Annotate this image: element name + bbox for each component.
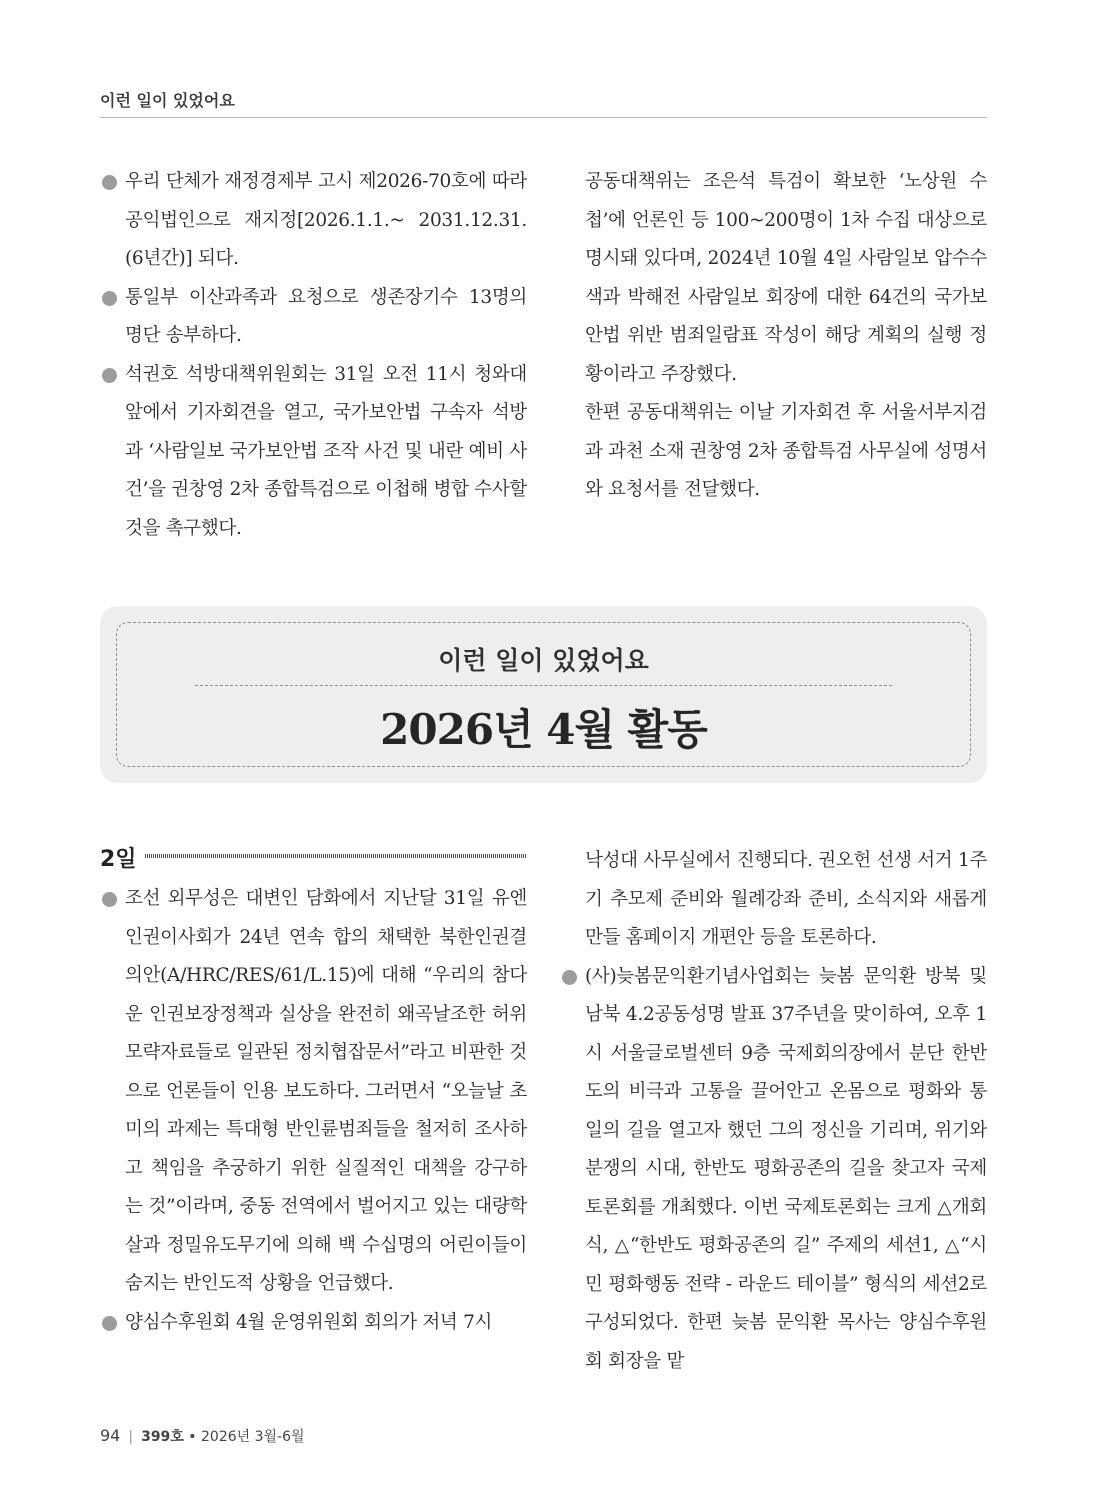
page-number: 94 xyxy=(100,1426,121,1445)
list-item: (사)늦봄문익환기념사업회는 늦봄 문익환 방북 및 남북 4.2공동성명 발표 37주년을 맞이하여, 오후 1시 서울글로벌센터 9층 국제회의장에서 분단 한반도의 비극과 고통을 끌어안고 온몸으로 평화와 통일의 길을 열고자 했던 그의 정신을 기리며, 위기와 분쟁의 시대, 한반도 평화공존의 길을 찾고자 국제토론회를 개최했다. 이번 국제토론회는 크게 △개회식, △“한반도 평화공존의 길” 주제의 세션1, △“시민 평화행동 전략 - 라운드 테이블” 형식의 세션2로 구성되었다. 한편 늦봄 문익환 목사는 양심수후원회 회장을 맡 xyxy=(560,958,987,1382)
banner-dashed-frame xyxy=(116,622,971,767)
top-left-column xyxy=(100,163,527,548)
issue-date-range: 2026년 3월-6월 xyxy=(201,1429,305,1445)
paragraph: 한편 공동대책위는 이날 기자회견 후 서울서부지검과 과천 소재 권창영 2차 종합특검 사무실에 성명서와 요청서를 전달했다. xyxy=(585,402,987,500)
header-divider xyxy=(100,117,987,118)
section-header-label: 이런 일이 있었어요 xyxy=(100,91,235,110)
list-item: 조선 외무성은 대변인 담화에서 지난달 31일 유엔인권이사회가 24년 연속 합의 채택한 북한인권결의안(A/HRC/RES/61/L.15)에 대해 “우리의 참다운 인권보장정책과 실상을 완전히 왜곡날조한 허위모략자료들로 일관된 정치협잡문서”라고 비판한 것으로 언론들이 인용 보도하다. 그러면서 “오늘날 초미의 과제는 특대형 반인륜범죄들을 철저히 조사하고 책임을 추궁하기 위한 실질적인 대책을 강구하는 것”이라며, 중동 전역에서 벌어지고 있는 대량학살과 정밀유도무기에 의해 백 수십명의 어린이들이 숨지는 반인도적 상황을 언급했다. xyxy=(100,880,527,1304)
bottom-right-column xyxy=(560,842,987,1381)
page-footer xyxy=(100,1426,305,1446)
list-item: 우리 단체가 재정경제부 고시 제2026-70호에 따라 공익법인으로 재지정[2026.1.1.~ 2031.12.31.(6년간)] 되다. xyxy=(100,163,527,279)
day-heading-rule xyxy=(145,854,527,858)
bottom-left-column xyxy=(100,880,527,1342)
footer-separator: | xyxy=(128,1429,134,1445)
banner-divider xyxy=(195,685,892,686)
footer-bullet: • xyxy=(188,1429,197,1445)
day-heading xyxy=(100,840,527,874)
issue-number: 399호 xyxy=(141,1429,184,1445)
banner-title: 2026년 4월 활동 xyxy=(380,705,707,754)
banner-subtitle: 이런 일이 있었어요 xyxy=(438,646,649,675)
top-right-column xyxy=(585,163,987,510)
list-item: 통일부 이산과족과 요청으로 생존장기수 13명의 명단 송부하다. xyxy=(100,279,527,356)
list-item: 양심수후원회 4월 운영위원회 회의가 저녁 7시 xyxy=(100,1304,527,1343)
day-label: 2일 xyxy=(100,847,137,872)
month-banner xyxy=(100,606,987,783)
paragraph-continuation: 낙성대 사무실에서 진행되다. 권오헌 선생 서거 1주기 추모제 준비와 월례강좌 준비, 소식지와 새롭게 만들 홈페이지 개편안 등을 토론하다. xyxy=(585,850,987,948)
list-item: 석권호 석방대책위원회는 31일 오전 11시 청와대 앞에서 기자회견을 열고, 국가보안법 구속자 석방과 ‘사람일보 국가보안법 조작 사건 및 내란 예비 사건’을 권창영 2차 종합특검으로 이첩해 병합 수사할 것을 촉구했다. xyxy=(100,356,527,549)
paragraph: 공동대책위는 조은석 특검이 확보한 ‘노상원 수첩’에 언론인 등 100~200명이 1차 수집 대상으로 명시돼 있다며, 2024년 10월 4일 사람일보 압수수색과 박해전 사람일보 회장에 대한 64건의 국가보안법 위반 범죄일람표 작성이 해당 계획의 실행 정황이라고 주장했다. xyxy=(585,171,987,385)
